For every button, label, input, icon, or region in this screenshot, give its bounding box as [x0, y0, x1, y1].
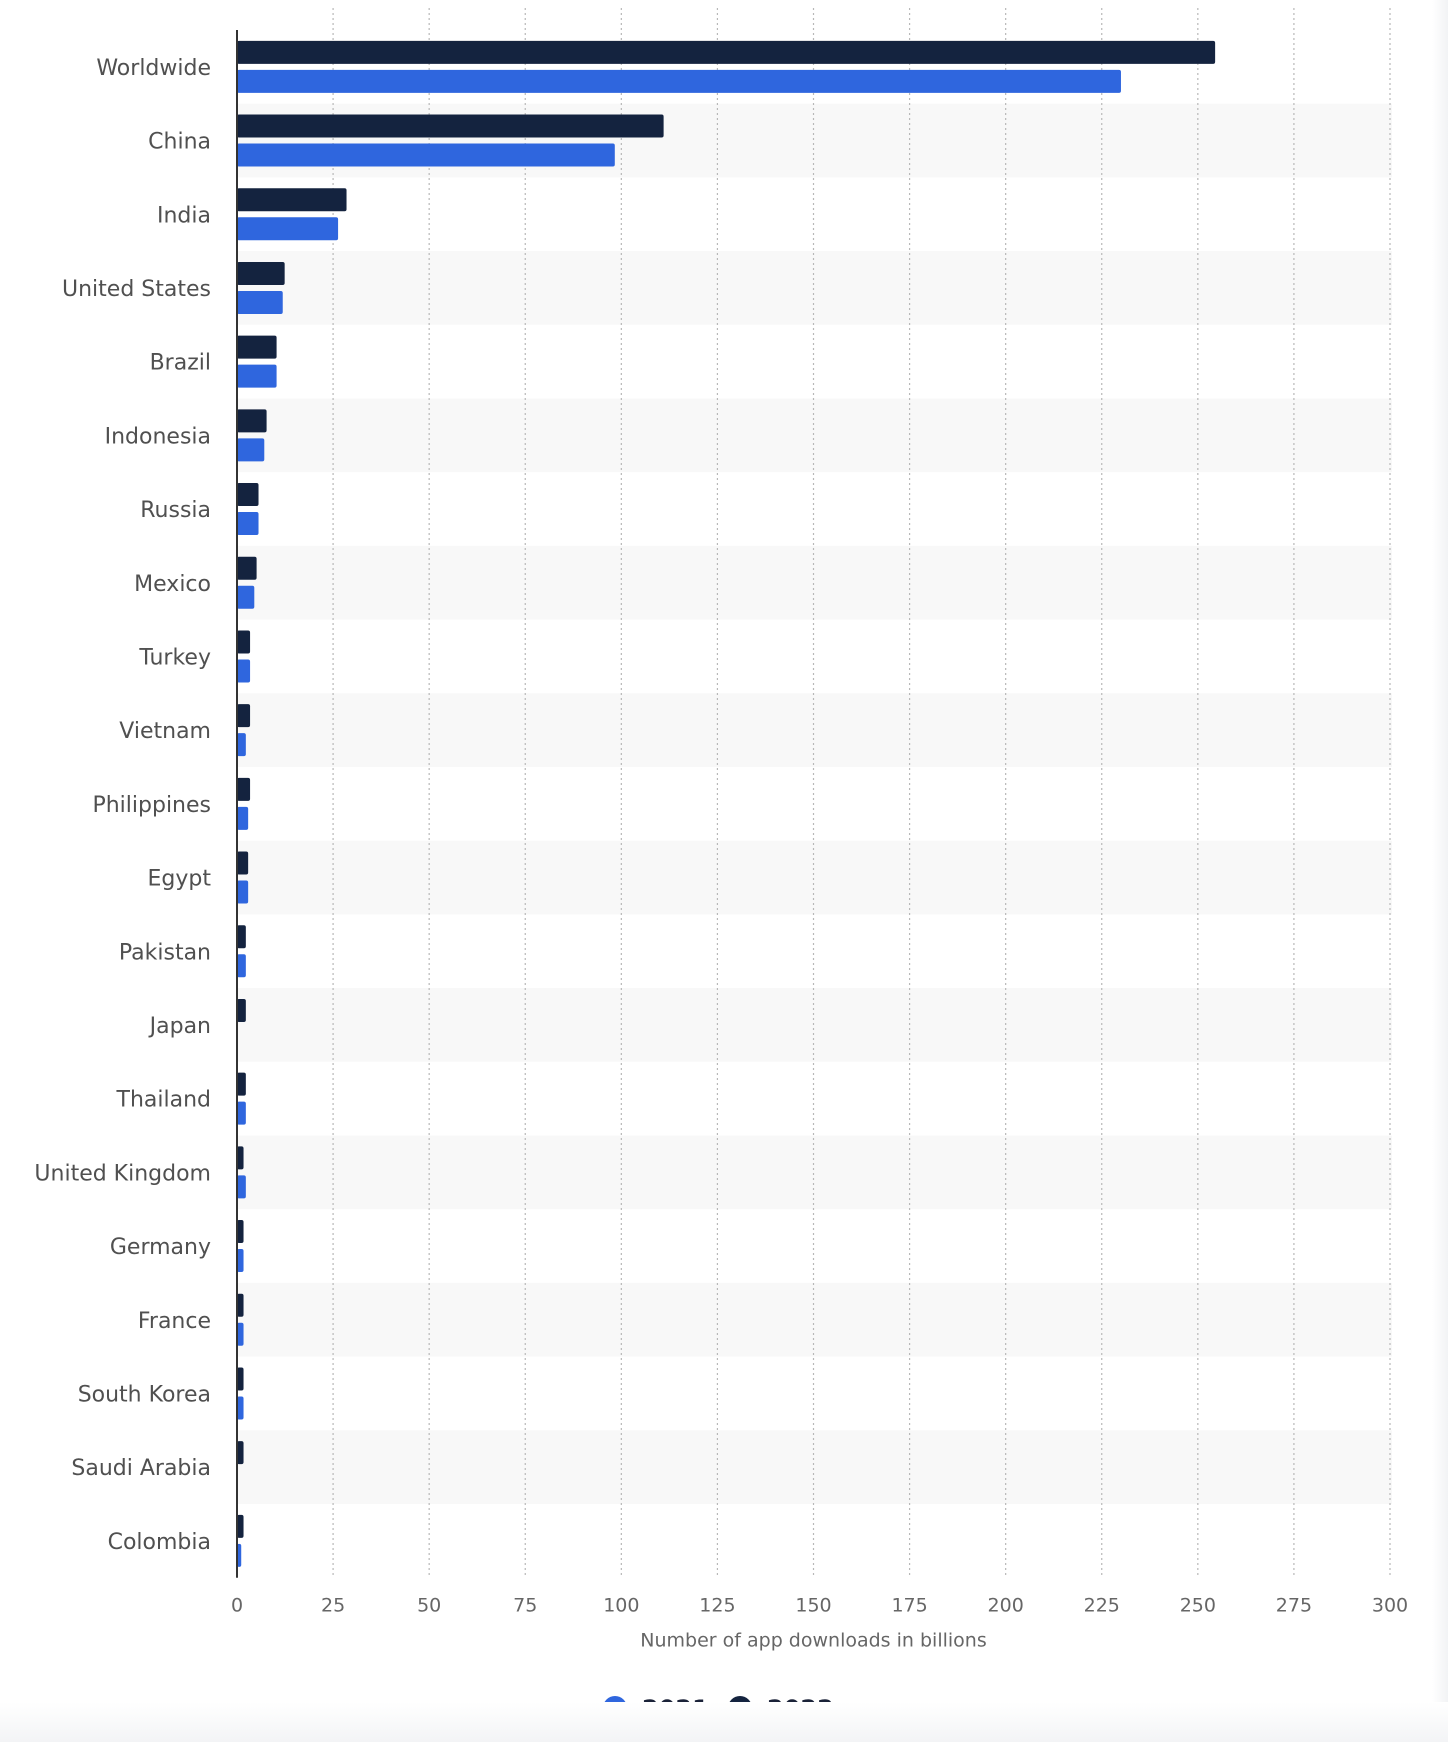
bar-2022[interactable]	[237, 999, 246, 1022]
x-tick-label: 75	[513, 1594, 538, 1617]
row-band	[237, 546, 1392, 620]
bar-2021[interactable]	[237, 70, 1121, 93]
x-tick-label: 250	[1179, 1594, 1216, 1617]
bar-2022[interactable]	[237, 704, 250, 727]
bar-2022[interactable]	[237, 778, 250, 801]
x-tick-label: 0	[230, 1594, 244, 1617]
row-band	[237, 399, 1392, 473]
bar-2022[interactable]	[237, 483, 259, 506]
bar-2021[interactable]	[237, 1175, 246, 1198]
bar-2021[interactable]	[237, 881, 248, 904]
category-label: Mexico	[134, 571, 211, 597]
category-label: United Kingdom	[34, 1161, 211, 1187]
x-tick-label: 275	[1275, 1594, 1313, 1617]
bar-2022[interactable]	[237, 557, 257, 580]
bar-2022[interactable]	[237, 852, 248, 875]
category-label: Worldwide	[96, 55, 211, 81]
category-label: Brazil	[149, 350, 211, 376]
bar-2022[interactable]	[237, 336, 277, 359]
bar-2021[interactable]	[237, 438, 264, 461]
row-band	[237, 1136, 1392, 1210]
x-tick-label: 125	[699, 1594, 736, 1617]
row-bands	[237, 104, 1392, 1504]
x-tick-label: 200	[987, 1594, 1024, 1617]
category-label: Indonesia	[104, 424, 211, 450]
bottom-edge-shadow	[0, 1702, 1448, 1742]
row-band	[237, 988, 1392, 1062]
category-label: Japan	[149, 1013, 211, 1039]
bar-2022[interactable]	[237, 1073, 246, 1096]
bar-2021[interactable]	[237, 512, 259, 535]
bar-2022[interactable]	[237, 188, 347, 211]
bar-2021[interactable]	[237, 807, 248, 830]
x-tick-label: 225	[1083, 1594, 1120, 1617]
category-label: Turkey	[139, 645, 211, 671]
bar-2021[interactable]	[237, 954, 246, 977]
category-label: United States	[62, 276, 211, 302]
bar-2021[interactable]	[237, 144, 615, 167]
x-tick-labels	[231, 1595, 1408, 1617]
bar-2021[interactable]	[237, 733, 246, 756]
bar-2022[interactable]	[237, 409, 267, 432]
category-label: Saudi Arabia	[71, 1456, 211, 1482]
bar-2021[interactable]	[237, 659, 250, 682]
row-band	[237, 251, 1392, 325]
x-tick-label: 50	[417, 1594, 442, 1617]
category-label: Philippines	[92, 792, 211, 818]
bar-2022[interactable]	[237, 925, 246, 948]
row-band	[237, 693, 1392, 767]
bar-2021[interactable]	[237, 291, 283, 314]
bar-2022[interactable]	[237, 262, 285, 285]
category-label: Colombia	[107, 1529, 211, 1555]
x-tick-label: 175	[891, 1594, 928, 1617]
category-label: France	[137, 1308, 211, 1334]
bar-2021[interactable]	[237, 365, 277, 388]
category-label: Egypt	[147, 866, 211, 892]
bar-2021[interactable]	[237, 586, 254, 609]
row-band	[237, 1283, 1392, 1357]
x-axis-title: Number of app downloads in billions	[640, 1629, 987, 1652]
category-label: South Korea	[77, 1382, 211, 1408]
right-edge-shadow	[1432, 0, 1448, 1742]
category-label: China	[148, 129, 211, 155]
category-label: Vietnam	[119, 719, 211, 745]
category-label: Thailand	[116, 1087, 211, 1113]
row-band	[237, 1430, 1392, 1504]
bar-2022[interactable]	[237, 630, 250, 653]
bar-2021[interactable]	[237, 1102, 246, 1125]
x-tick-label: 25	[320, 1594, 346, 1617]
category-label: India	[157, 203, 211, 229]
category-label: Russia	[140, 498, 211, 524]
category-labels	[34, 56, 211, 1555]
x-tick-label: 150	[795, 1594, 832, 1617]
bar-2022[interactable]	[237, 41, 1215, 64]
category-label: Germany	[109, 1235, 211, 1261]
bar-2022[interactable]	[237, 115, 664, 138]
x-tick-label: 300	[1371, 1594, 1409, 1617]
category-label: Pakistan	[118, 940, 211, 966]
bar-2021[interactable]	[237, 217, 338, 240]
x-tick-label: 100	[603, 1594, 640, 1617]
row-band	[237, 841, 1392, 915]
